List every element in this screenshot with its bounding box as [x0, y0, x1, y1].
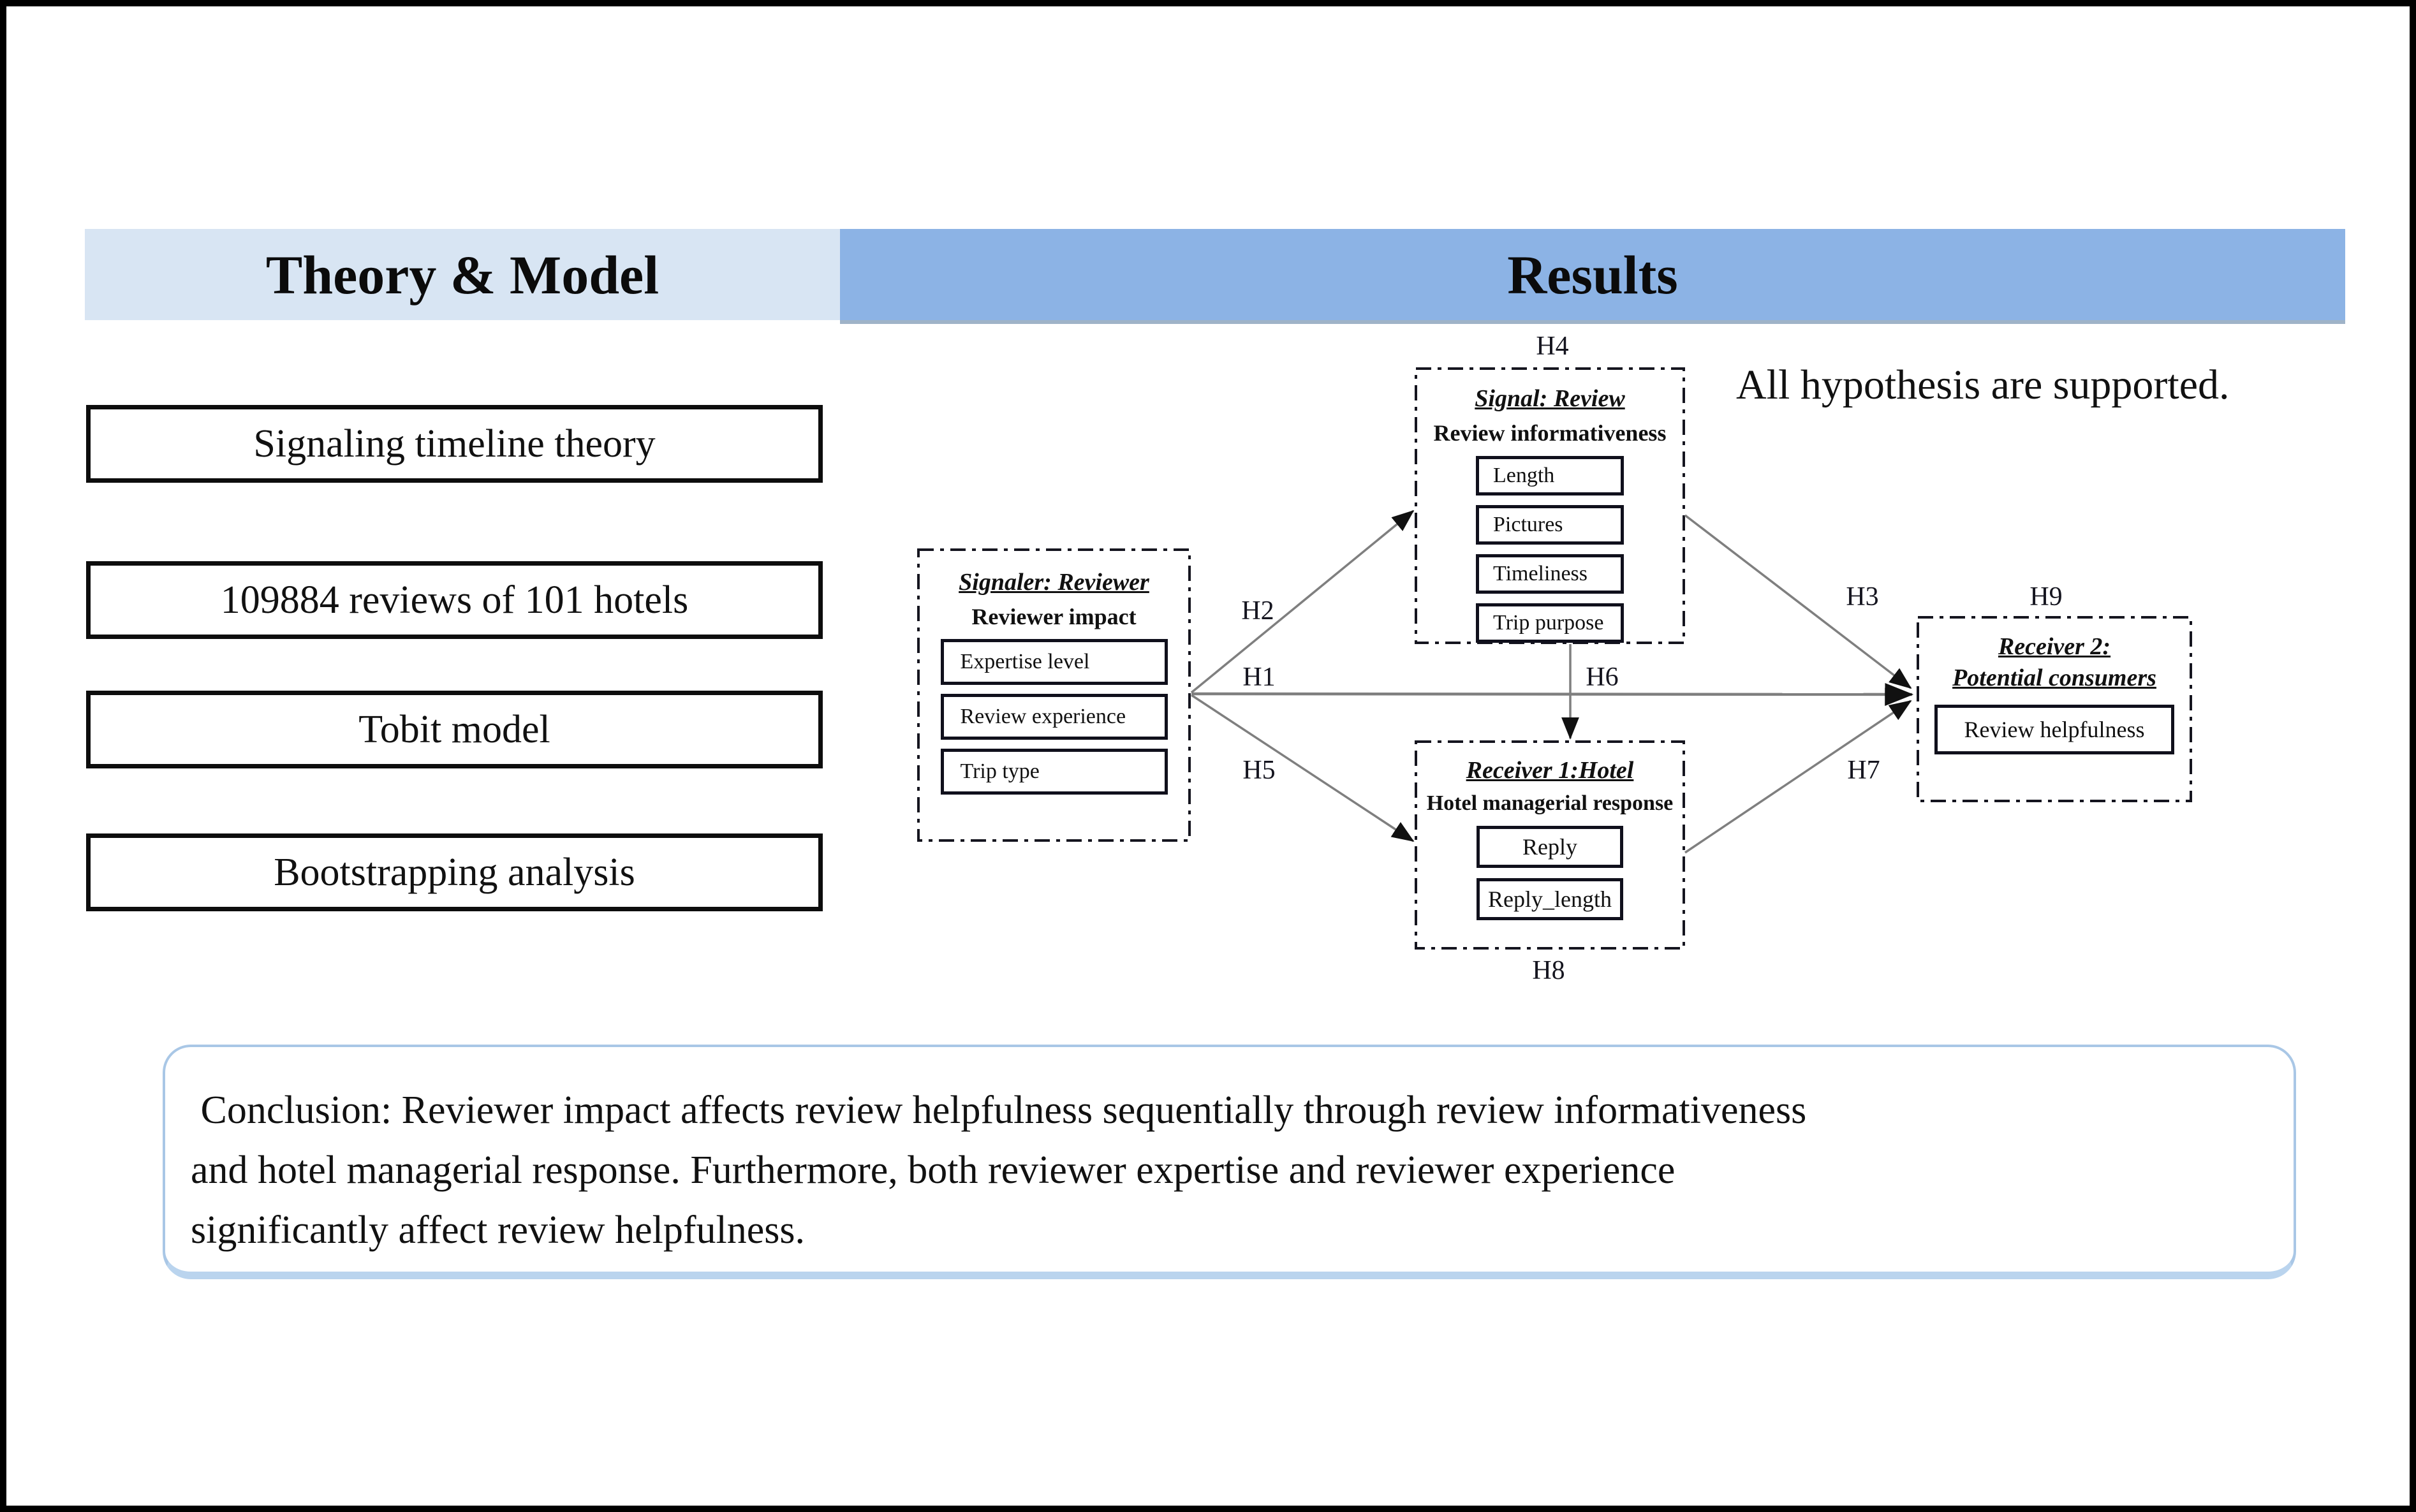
- hypotheses-supported-note: All hypothesis are supported.: [1736, 362, 2230, 408]
- variable-pictures: [1476, 505, 1624, 545]
- variable-review-experience: [941, 694, 1168, 740]
- label-h5: H5: [1242, 756, 1276, 785]
- theory-model-title: Theory & Model: [265, 244, 659, 305]
- variable-timeliness: [1476, 554, 1624, 594]
- arrow-h2: [1191, 511, 1413, 693]
- receiver1-subtitle: Hotel managerial response: [1426, 791, 1674, 815]
- label-h7: H7: [1847, 756, 1880, 785]
- label-h1: H1: [1242, 663, 1276, 692]
- label-h9: H9: [2029, 582, 2063, 612]
- variable-length: [1476, 456, 1624, 495]
- variable-review-helpfulness: [1934, 705, 2174, 754]
- conclusion-line: and hotel managerial response. Furthermore, both reviewer expertise and reviewer experience: [191, 1149, 1676, 1192]
- variable-label: Review experience: [960, 704, 1126, 728]
- variable-label: Timeliness: [1493, 561, 1588, 585]
- conclusion-line: significantly affect review helpfulness.: [191, 1208, 805, 1252]
- method-box-label: 109884 reviews of 101 hotels: [220, 578, 689, 622]
- variable-trip-type: [941, 749, 1168, 795]
- variable-label: Reply: [1522, 833, 1577, 860]
- variable-label: Pictures: [1493, 512, 1563, 536]
- arrow-h5: [1191, 695, 1413, 841]
- label-h8: H8: [1532, 956, 1565, 985]
- receiver2-consumers-box: [1918, 617, 2191, 801]
- receiver2-title-line1: Receiver 2:: [1998, 633, 2111, 660]
- receiver1-title: Receiver 1:Hotel: [1466, 757, 1634, 784]
- method-box-label: Signaling timeline theory: [253, 422, 656, 466]
- variable-reply-length: [1477, 878, 1623, 920]
- signaler-subtitle: Reviewer impact: [971, 603, 1137, 629]
- label-h3: H3: [1846, 582, 1879, 612]
- conclusion-line: Conclusion: Reviewer impact affects review helpfulness sequentially through review informativeness: [191, 1089, 1807, 1132]
- variable-expertise-level: [941, 639, 1168, 685]
- variable-label: Trip purpose: [1493, 610, 1604, 635]
- signal-title: Signal: Review: [1475, 385, 1625, 412]
- signal-review-box: [1416, 369, 1684, 643]
- conclusion-box: [163, 1045, 2296, 1279]
- label-h4: H4: [1536, 332, 1569, 361]
- label-h2: H2: [1241, 596, 1274, 626]
- signaler-reviewer-box: [918, 550, 1190, 840]
- label-h6: H6: [1586, 663, 1619, 692]
- method-box-label: Tobit model: [358, 707, 550, 751]
- method-box-label: Bootstrapping analysis: [274, 850, 635, 894]
- receiver1-hotel-box: [1416, 742, 1684, 948]
- variable-label: Review helpfulness: [1964, 716, 2145, 742]
- variable-reply: [1477, 826, 1623, 868]
- receiver2-title-line2: Potential consumers: [1952, 664, 2156, 692]
- variable-label: Length: [1493, 463, 1555, 487]
- results-title: Results: [1507, 244, 1678, 305]
- signal-subtitle: Review informativeness: [1433, 420, 1667, 446]
- variable-label: Reply_length: [1488, 886, 1612, 912]
- variable-trip-purpose: [1476, 603, 1624, 643]
- signaler-title: Signaler: Reviewer: [959, 569, 1149, 596]
- variable-label: Trip type: [960, 759, 1040, 783]
- variable-label: Expertise level: [960, 649, 1090, 673]
